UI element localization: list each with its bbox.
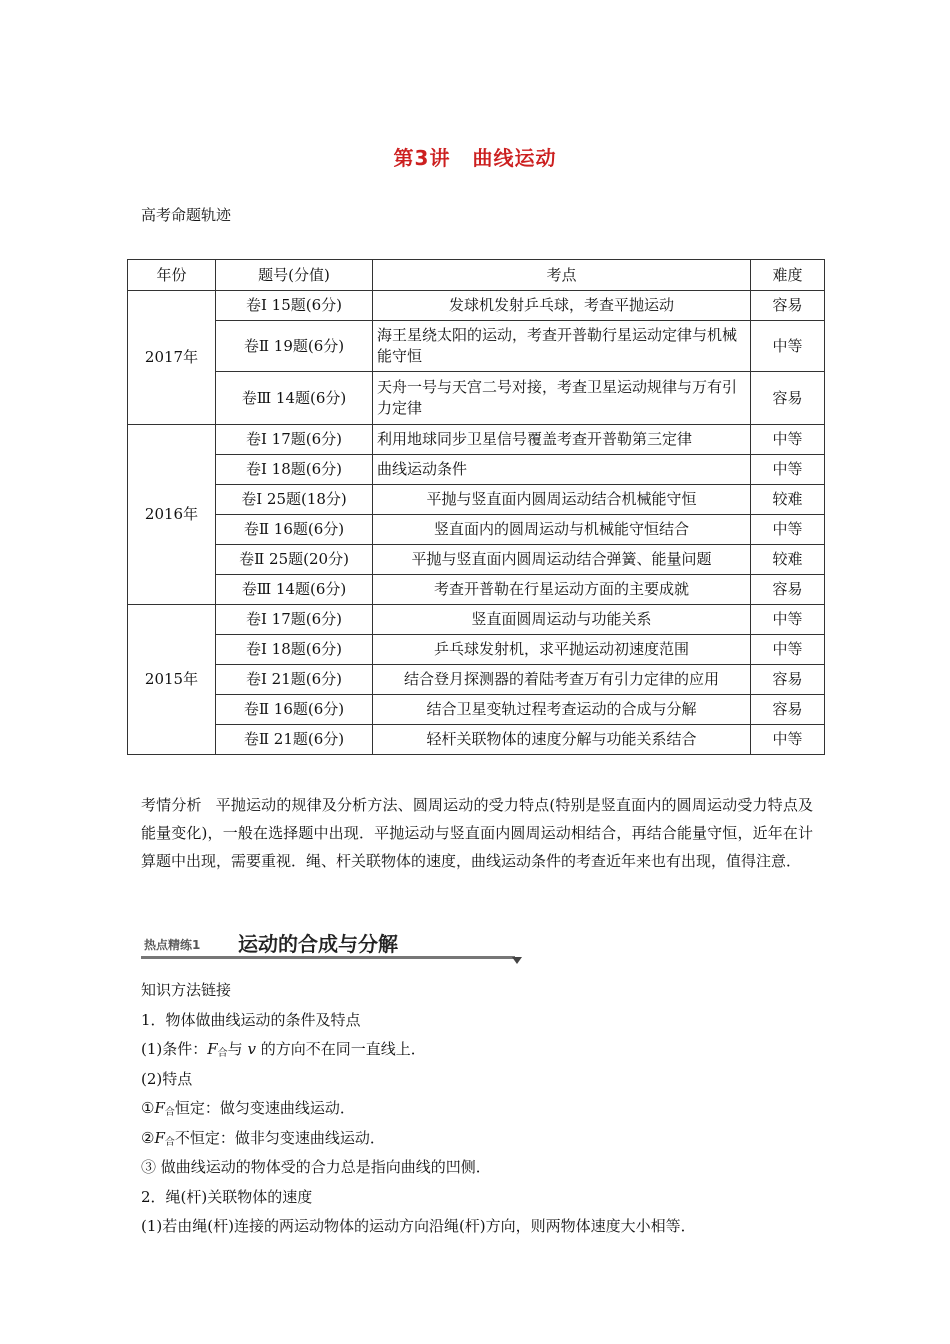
force-symbol: F	[154, 1128, 165, 1147]
exam-track-table	[127, 259, 825, 755]
difficulty-cell: 较难	[751, 485, 825, 515]
point-cell: 结合卫星变轨过程考查运动的合成与分解	[373, 695, 751, 725]
velocity-symbol: v	[247, 1040, 256, 1058]
difficulty-cell: 中等	[751, 321, 825, 372]
table-row	[128, 545, 825, 575]
table-row	[128, 321, 825, 372]
condition-suffix: 的方向不在同一直线上．	[255, 1040, 426, 1058]
table-row	[128, 635, 825, 665]
table-caption: 高考命题轨迹	[141, 206, 232, 224]
question-cell: 卷Ⅰ 18题(6分)	[216, 455, 373, 485]
difficulty-cell: 中等	[751, 725, 825, 755]
point-heading-2: 2．绳(杆)关联物体的速度	[141, 1187, 313, 1206]
table-row	[128, 665, 825, 695]
condition-line	[141, 1035, 821, 1065]
lecture-topic: 曲线运动	[472, 146, 557, 170]
table-row	[128, 455, 825, 485]
year-cell: 2016年	[128, 425, 216, 605]
difficulty-cell: 中等	[751, 635, 825, 665]
difficulty-cell: 容易	[751, 291, 825, 321]
question-cell: 卷Ⅰ 15题(6分)	[216, 291, 373, 321]
question-cell: 卷Ⅰ 17题(6分)	[216, 605, 373, 635]
point-cell: 轻杆关联物体的速度分解与功能关系结合	[373, 725, 751, 755]
difficulty-cell: 中等	[751, 425, 825, 455]
question-cell: 卷Ⅲ 14题(6分)	[216, 372, 373, 425]
table-row	[128, 515, 825, 545]
condition-prefix: (1)条件：	[141, 1040, 208, 1058]
table-row	[128, 695, 825, 725]
knowledge-heading: 知识方法链接	[141, 981, 232, 999]
feature-item-2	[141, 1124, 821, 1154]
difficulty-cell: 容易	[751, 695, 825, 725]
difficulty-cell: 容易	[751, 372, 825, 425]
feature-item-1	[141, 1094, 821, 1124]
difficulty-cell: 中等	[751, 605, 825, 635]
header-year: 年份	[128, 260, 216, 291]
section-label: 热点精练1	[144, 938, 201, 952]
feature-heading: (2)特点	[141, 1069, 193, 1088]
point-cell: 平抛与竖直面内圆周运动结合机械能守恒	[373, 485, 751, 515]
difficulty-cell: 容易	[751, 665, 825, 695]
header-question: 题号(分值)	[216, 260, 373, 291]
header-point: 考点	[373, 260, 751, 291]
table-row	[128, 372, 825, 425]
point-cell: 平抛与竖直面内圆周运动结合弹簧、能量问题	[373, 545, 751, 575]
point-cell: 考查开普勒在行星运动方面的主要成就	[373, 575, 751, 605]
force-subscript: 合	[164, 1107, 175, 1118]
force-symbol: F	[154, 1099, 165, 1117]
question-cell: 卷Ⅲ 14题(6分)	[216, 575, 373, 605]
force-subscript: 合	[217, 1048, 228, 1059]
question-cell: 卷Ⅱ 21题(6分)	[216, 725, 373, 755]
analysis-lead: 考情分析	[141, 796, 202, 814]
point-cell: 竖直面圆周运动与功能关系	[373, 605, 751, 635]
question-cell: 卷Ⅰ 21题(6分)	[216, 665, 373, 695]
feature-text-2: 不恒定：做非匀变速曲线运动．	[174, 1128, 385, 1147]
section-title: 运动的合成与分解	[238, 932, 398, 956]
table-header-row	[128, 260, 825, 291]
question-cell: 卷Ⅱ 16题(6分)	[216, 695, 373, 725]
header-difficulty: 难度	[751, 260, 825, 291]
point-cell: 结合登月探测器的着陆考查万有引力定律的应用	[373, 665, 751, 695]
point-cell: 竖直面内的圆周运动与机械能守恒结合	[373, 515, 751, 545]
question-cell: 卷Ⅱ 16题(6分)	[216, 515, 373, 545]
point-cell: 曲线运动条件	[373, 455, 751, 485]
table-row	[128, 575, 825, 605]
table-row	[128, 485, 825, 515]
point-heading-1: 1．物体做曲线运动的条件及特点	[141, 1010, 361, 1029]
table-row	[128, 291, 825, 321]
table-row	[128, 425, 825, 455]
difficulty-cell: 容易	[751, 575, 825, 605]
feature-text-1: 恒定：做匀变速曲线运动．	[174, 1099, 355, 1117]
feature-item-3: ③ 做曲线运动的物体受的合力总是指向曲线的凹侧．	[141, 1158, 491, 1176]
point-cell: 发球机发射乒乓球，考查平抛运动	[373, 291, 751, 321]
force-subscript: 合	[164, 1136, 175, 1148]
section-divider	[141, 956, 515, 959]
triangle-down-icon	[512, 957, 522, 964]
point-cell: 利用地球同步卫星信号覆盖考查开普勒第三定律	[373, 425, 751, 455]
lecture-number: 第3讲	[393, 146, 451, 170]
point-cell: 乒乓球发射机，求平抛运动初速度范围	[373, 635, 751, 665]
rope-rule-line: (1)若由绳(杆)连接的两运动物体的运动方向沿绳(杆)方向，则两物体速度大小相等．	[141, 1217, 696, 1235]
question-cell: 卷Ⅰ 25题(18分)	[216, 485, 373, 515]
exam-analysis-paragraph	[141, 791, 813, 875]
point-cell: 天舟一号与天宫二号对接，考查卫星运动规律与万有引力定律	[373, 372, 751, 425]
difficulty-cell: 中等	[751, 455, 825, 485]
year-cell: 2015年	[128, 605, 216, 755]
page-title	[0, 142, 950, 171]
table-row	[128, 605, 825, 635]
analysis-text: 平抛运动的规律及分析方法、圆周运动的受力特点(特别是竖直面内的圆周运动受力特点及能量变化)，一般在选择题中出现．平抛运动与竖直面内圆周运动相结合，再结合能量守恒，近年在计算题中出现，需要重视．绳、杆关联物体的速度，曲线运动条件的考查近年来也有出现，值得注意．	[141, 796, 813, 870]
question-cell: 卷Ⅰ 17题(6分)	[216, 425, 373, 455]
difficulty-cell: 中等	[751, 515, 825, 545]
year-cell: 2017年	[128, 291, 216, 425]
condition-mid: 与	[227, 1040, 248, 1058]
question-cell: 卷Ⅰ 18题(6分)	[216, 635, 373, 665]
table-row	[128, 725, 825, 755]
feature-marker-2: ②	[141, 1128, 155, 1147]
knowledge-content	[141, 976, 821, 1242]
difficulty-cell: 较难	[751, 545, 825, 575]
feature-marker-1: ①	[141, 1099, 155, 1117]
force-symbol: F	[207, 1040, 218, 1058]
section-header	[141, 928, 523, 964]
question-cell: 卷Ⅱ 19题(6分)	[216, 321, 373, 372]
point-cell: 海王星绕太阳的运动，考查开普勒行星运动定律与机械能守恒	[373, 321, 751, 372]
question-cell: 卷Ⅱ 25题(20分)	[216, 545, 373, 575]
